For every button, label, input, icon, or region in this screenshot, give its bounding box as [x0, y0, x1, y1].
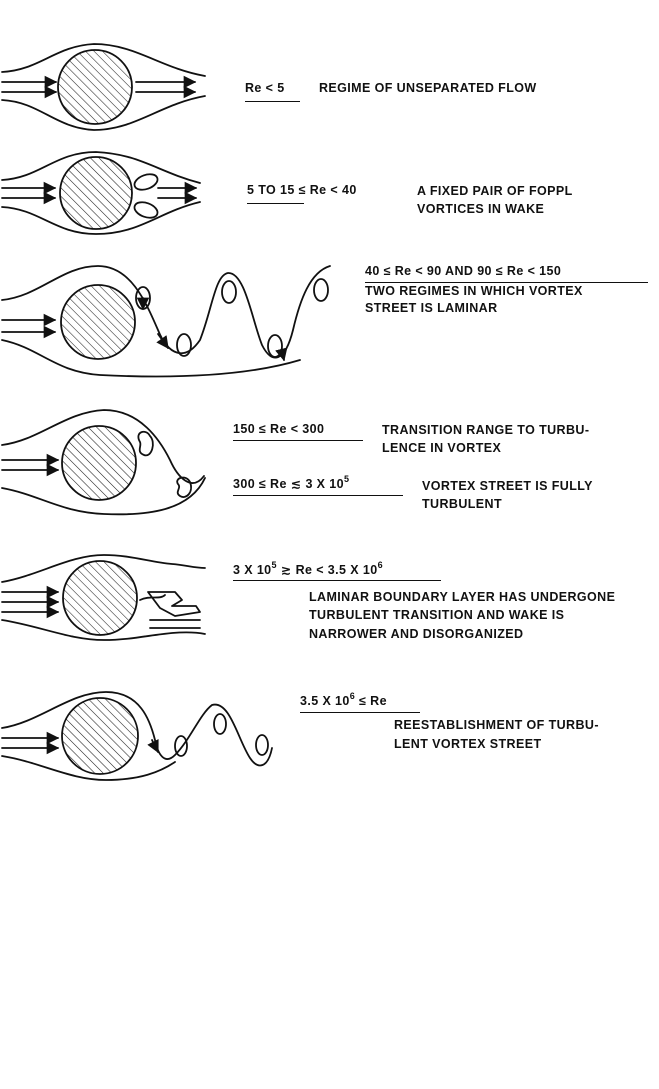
regime-6-description-line1: LAMINAR BOUNDARY LAYER HAS UNDERGONE	[309, 590, 616, 604]
panel-transition-turbulence	[2, 410, 205, 514]
rule-2	[247, 203, 304, 204]
rule-5	[233, 495, 403, 496]
regime-7-description-line2: LENT VORTEX STREET	[394, 737, 542, 751]
regime-6-condition-part2: ≳ Re < 3.5 X 10	[276, 563, 378, 577]
regime-6-description-line2: TURBULENT TRANSITION AND WAKE IS	[309, 608, 565, 622]
regime-3-description-line2: STREET IS LAMINAR	[365, 301, 498, 315]
regime-6-condition-part1: 3 X 10	[233, 563, 272, 577]
regime-5-condition	[233, 475, 349, 493]
regime-6-exponent-1: 5	[271, 560, 277, 570]
regime-7-exponent: 6	[349, 691, 356, 701]
regime-4-description-line2: LENCE IN VORTEX	[382, 441, 502, 455]
rule-4	[233, 440, 363, 441]
panel-disorganized-wake	[2, 555, 205, 640]
panel-turbulent-vortex-street	[2, 692, 272, 780]
regime-5-condition-main: 300 ≤ Re ≲ 3 X 10	[233, 477, 344, 491]
regime-3-description-line1: TWO REGIMES IN WHICH VORTEX	[365, 284, 583, 298]
rule-7	[300, 712, 420, 713]
regime-3-condition: 40 ≤ Re < 90 AND 90 ≤ Re < 150	[365, 264, 562, 278]
regime-6-exponent-2: 6	[377, 560, 383, 570]
panel-foppl-vortices	[2, 152, 200, 234]
regime-5-description-line2: TURBULENT	[422, 497, 502, 511]
regime-2-condition: 5 TO 15 ≤ Re < 40	[247, 183, 357, 197]
regime-7-condition-part1: 3.5 X 10	[300, 694, 350, 708]
regime-7-description-line1: REESTABLISHMENT OF TURBU-	[394, 718, 599, 732]
panel-laminar-vortex-street	[2, 266, 330, 376]
regime-6-condition	[233, 561, 383, 579]
regime-1-description: REGIME OF UNSEPARATED FLOW	[319, 81, 537, 95]
regime-5-description-line1: VORTEX STREET IS FULLY	[422, 479, 593, 493]
regime-1-condition: Re < 5	[245, 81, 285, 95]
regime-2-description-line2: VORTICES IN WAKE	[417, 202, 545, 216]
regime-7-condition-part2: ≤ Re	[355, 694, 387, 708]
regime-4-condition: 150 ≤ Re < 300	[233, 422, 325, 436]
regime-6-description-line3: NARROWER AND DISORGANIZED	[309, 627, 524, 641]
regime-4-description-line1: TRANSITION RANGE TO TURBU-	[382, 423, 590, 437]
regime-5-exponent: 5	[344, 474, 350, 484]
regime-7-condition	[300, 692, 387, 710]
rule-6	[233, 580, 441, 581]
rule-1	[245, 101, 300, 102]
panel-unseparated-flow	[2, 44, 205, 130]
regime-2-description-line1: A FIXED PAIR OF FOPPL	[417, 184, 573, 198]
